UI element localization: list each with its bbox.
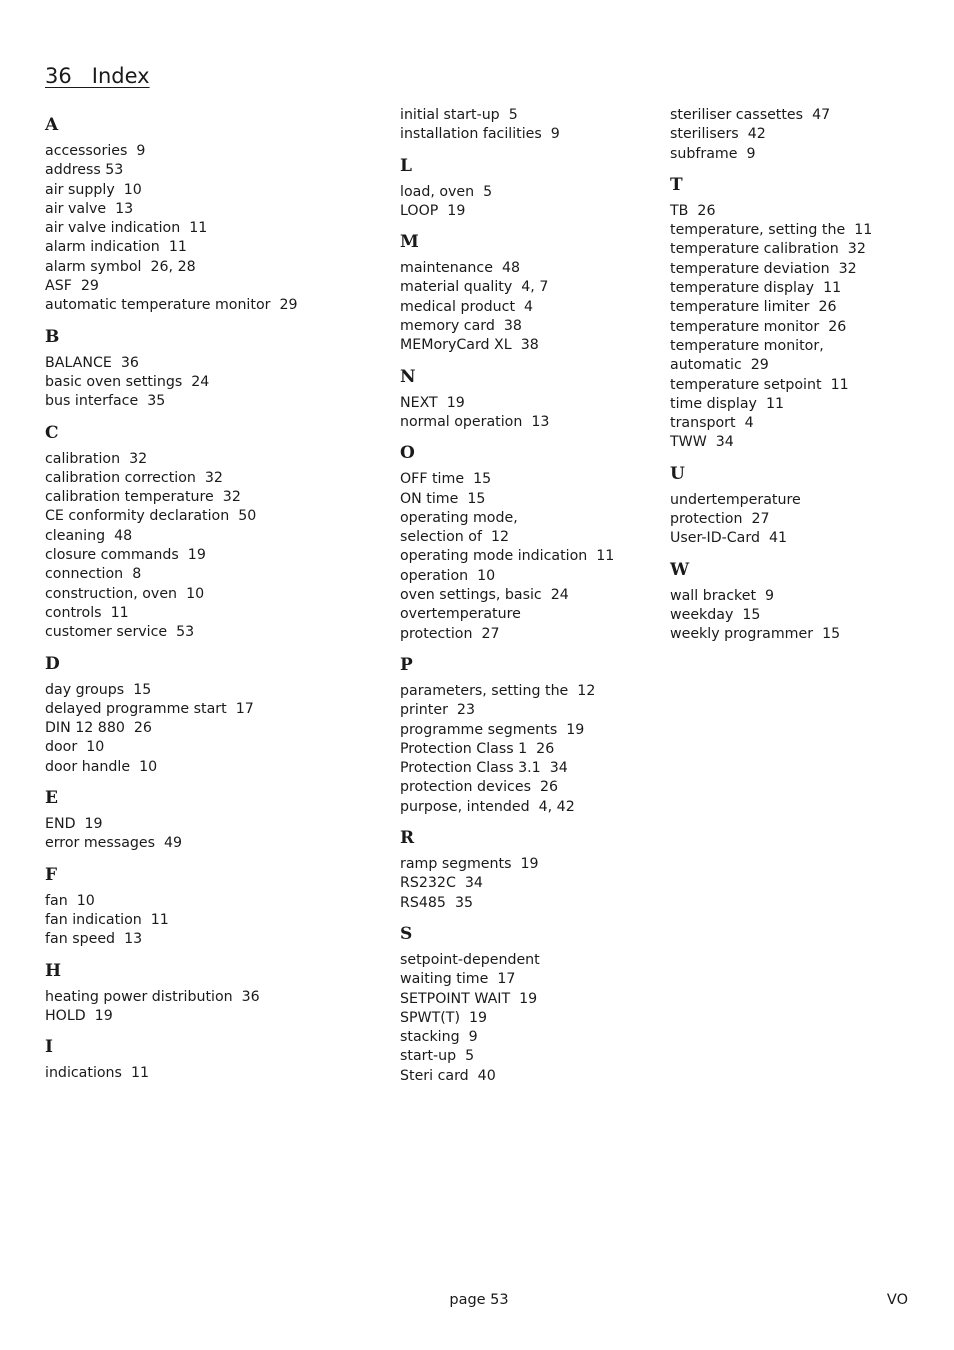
section-letter: E xyxy=(45,788,58,809)
entry-list xyxy=(670,106,940,164)
index-entry: ramp segments 19 xyxy=(400,856,539,873)
section-letter: T xyxy=(670,174,683,195)
index-section xyxy=(45,324,375,412)
index-entry: operating mode indication 11 xyxy=(400,548,615,565)
index-entry: purpose, intended 4, 42 xyxy=(400,798,575,815)
index-entry: MEMoryCard XL 38 xyxy=(400,337,539,354)
index-entry: ON time 15 xyxy=(400,490,486,507)
entry-list xyxy=(400,855,660,913)
index-entry: fan 10 xyxy=(45,892,95,909)
index-entry: stacking 9 xyxy=(400,1029,478,1046)
index-entry: normal operation 13 xyxy=(400,413,550,430)
index-section xyxy=(400,106,660,145)
index-section xyxy=(670,106,940,164)
index-entry: cleaning 48 xyxy=(45,527,133,544)
index-entry: weekly programmer 15 xyxy=(670,626,841,643)
index-entry: CE conformity declaration 50 xyxy=(45,508,257,525)
index-entry: TWW 34 xyxy=(670,434,734,451)
entry-list xyxy=(45,142,375,316)
index-entry: overtemperature xyxy=(400,606,521,623)
section-letter: C xyxy=(45,422,59,443)
index-entry: error messages 49 xyxy=(45,835,183,852)
index-section xyxy=(45,651,375,777)
index-entry: DIN 12 880 26 xyxy=(45,720,152,737)
index-entry: oven settings, basic 24 xyxy=(400,587,569,604)
index-entry: initial start-up 5 xyxy=(400,107,518,123)
entry-list xyxy=(45,815,375,854)
section-letter: S xyxy=(400,923,413,944)
section-letter: L xyxy=(400,155,412,176)
entry-list xyxy=(45,681,375,777)
entry-list xyxy=(45,450,375,643)
index-entry: Protection Class 1 26 xyxy=(400,740,555,757)
entry-list xyxy=(400,951,660,1086)
index-entry: installation facilities 9 xyxy=(400,126,560,143)
index-entry: closure commands 19 xyxy=(45,547,206,564)
index-entry: undertemperature xyxy=(670,491,801,508)
index-entry: accessories 9 xyxy=(45,143,146,159)
index-entry: temperature setpoint 11 xyxy=(670,376,849,393)
index-entry: HOLD 19 xyxy=(45,1007,113,1024)
index-entry: printer 23 xyxy=(400,702,475,719)
index-entry: wall bracket 9 xyxy=(670,587,775,604)
index-entry: alarm symbol 26, 28 xyxy=(45,258,196,275)
index-entry: ASF 29 xyxy=(45,278,99,295)
index-entry: sterilisers 42 xyxy=(670,126,766,143)
index-entry: subframe 9 xyxy=(670,145,756,162)
index-section xyxy=(45,862,375,950)
index-entry: indications 11 xyxy=(45,1065,150,1082)
index-entry: automatic 29 xyxy=(670,357,769,374)
index-entry: operation 10 xyxy=(400,567,496,584)
index-entry: fan indication 11 xyxy=(45,911,169,928)
index-entry: calibration temperature 32 xyxy=(45,489,241,506)
index-section xyxy=(400,440,660,644)
index-entry: programme segments 19 xyxy=(400,721,585,738)
index-entry: address 53 xyxy=(45,162,124,179)
entry-list xyxy=(400,183,660,222)
index-entry: OFF time 15 xyxy=(400,471,492,488)
section-letter: M xyxy=(400,232,419,253)
index-section xyxy=(670,557,940,645)
section-letter: D xyxy=(45,653,60,674)
index-section xyxy=(45,420,375,643)
index-entry: parameters, setting the 12 xyxy=(400,682,596,699)
section-letter: A xyxy=(45,115,59,135)
index-entry: temperature calibration 32 xyxy=(670,241,866,258)
index-entry: basic oven settings 24 xyxy=(45,373,210,390)
index-section xyxy=(400,921,660,1086)
index-column-2 xyxy=(400,106,660,1094)
index-entry: temperature limiter 26 xyxy=(670,299,837,316)
index-entry: door 10 xyxy=(45,739,105,756)
index-entry: selection of 12 xyxy=(400,529,510,546)
index-entry: fan speed 13 xyxy=(45,931,143,948)
index-entry: weekday 15 xyxy=(670,606,761,623)
index-entry: protection 27 xyxy=(400,625,500,642)
index-entry: temperature, setting the 11 xyxy=(670,222,873,239)
index-entry: SETPOINT WAIT 19 xyxy=(400,990,538,1007)
entry-list xyxy=(45,892,375,950)
index-section xyxy=(400,652,660,817)
section-letter: P xyxy=(400,654,413,675)
section-letter: O xyxy=(400,443,415,464)
index-entry: RS232C 34 xyxy=(400,875,483,892)
index-entry: Protection Class 3.1 34 xyxy=(400,760,568,777)
entry-list xyxy=(670,491,940,549)
section-letter: F xyxy=(45,864,58,885)
index-entry: material quality 4, 7 xyxy=(400,279,549,296)
index-entry: END 19 xyxy=(45,816,103,833)
index-section xyxy=(400,825,660,913)
index-entry: RS485 35 xyxy=(400,894,474,911)
index-entry: construction, oven 10 xyxy=(45,585,205,602)
index-entry: SPWT(T) 19 xyxy=(400,1009,488,1026)
index-entry: protection devices 26 xyxy=(400,779,559,796)
index-entry: User-ID-Card 41 xyxy=(670,530,788,547)
entry-list xyxy=(400,106,660,145)
index-section xyxy=(45,958,375,1027)
index-section xyxy=(45,1034,375,1083)
entry-list xyxy=(670,587,940,645)
page-title: 36 Index xyxy=(45,64,150,88)
index-entry: operating mode, xyxy=(400,509,518,526)
index-entry: waiting time 17 xyxy=(400,971,516,988)
index-entry: steriliser cassettes 47 xyxy=(670,107,831,123)
index-entry: temperature display 11 xyxy=(670,280,842,297)
index-section xyxy=(400,153,660,222)
index-column-1 xyxy=(45,106,375,1091)
index-entry: temperature monitor 26 xyxy=(670,318,847,335)
index-column-3 xyxy=(670,106,940,653)
entry-list xyxy=(400,470,660,644)
index-section xyxy=(45,785,375,854)
index-section xyxy=(400,229,660,355)
index-entry: temperature deviation 32 xyxy=(670,260,857,277)
page-number: page 53 xyxy=(449,1292,509,1308)
section-letter: W xyxy=(670,559,690,580)
index-entry: bus interface 35 xyxy=(45,393,166,410)
index-entry: Steri card 40 xyxy=(400,1067,496,1084)
index-entry: BALANCE 36 xyxy=(45,354,139,371)
entry-list xyxy=(45,354,375,412)
index-entry: temperature monitor, xyxy=(670,337,824,354)
index-entry: automatic temperature monitor 29 xyxy=(45,297,298,314)
index-entry: TB 26 xyxy=(670,202,716,219)
index-entry: medical product 4 xyxy=(400,298,534,315)
index-entry: door handle 10 xyxy=(45,758,158,775)
index-section xyxy=(400,364,660,433)
index-entry: load, oven 5 xyxy=(400,183,493,200)
section-letter: R xyxy=(400,828,415,849)
index-entry: start-up 5 xyxy=(400,1048,475,1065)
index-entry: calibration correction 32 xyxy=(45,469,223,486)
index-section xyxy=(670,461,940,549)
index-section xyxy=(45,112,375,316)
index-entry: air valve 13 xyxy=(45,200,134,217)
index-entry: calibration 32 xyxy=(45,450,148,467)
index-entry: alarm indication 11 xyxy=(45,239,187,256)
index-entry: customer service 53 xyxy=(45,624,195,641)
entry-list xyxy=(400,682,660,817)
section-letter: N xyxy=(400,366,416,387)
index-entry: air supply 10 xyxy=(45,181,142,198)
index-entry: heating power distribution 36 xyxy=(45,988,260,1005)
index-entry: LOOP 19 xyxy=(400,202,466,219)
section-letter: H xyxy=(45,960,62,981)
index-entry: time display 11 xyxy=(670,395,785,412)
index-entry: controls 11 xyxy=(45,604,129,621)
index-entry: transport 4 xyxy=(670,415,754,432)
entry-list xyxy=(400,259,660,355)
document-code: VO xyxy=(886,1292,908,1308)
entry-list xyxy=(400,394,660,433)
index-section xyxy=(670,172,940,453)
index-entry: setpoint-dependent xyxy=(400,951,540,968)
entry-list xyxy=(45,988,375,1027)
section-letter: U xyxy=(670,463,685,484)
index-entry: connection 8 xyxy=(45,566,142,583)
index-entry: air valve indication 11 xyxy=(45,220,208,237)
entry-list xyxy=(670,202,940,453)
index-entry: NEXT 19 xyxy=(400,394,465,411)
section-letter: B xyxy=(45,326,60,347)
index-entry: delayed programme start 17 xyxy=(45,700,254,717)
index-entry: day groups 15 xyxy=(45,681,152,698)
entry-list xyxy=(45,1064,375,1083)
section-letter: I xyxy=(45,1037,53,1058)
index-entry: protection 27 xyxy=(670,511,770,528)
index-entry: memory card 38 xyxy=(400,318,522,335)
index-entry: maintenance 48 xyxy=(400,260,521,277)
